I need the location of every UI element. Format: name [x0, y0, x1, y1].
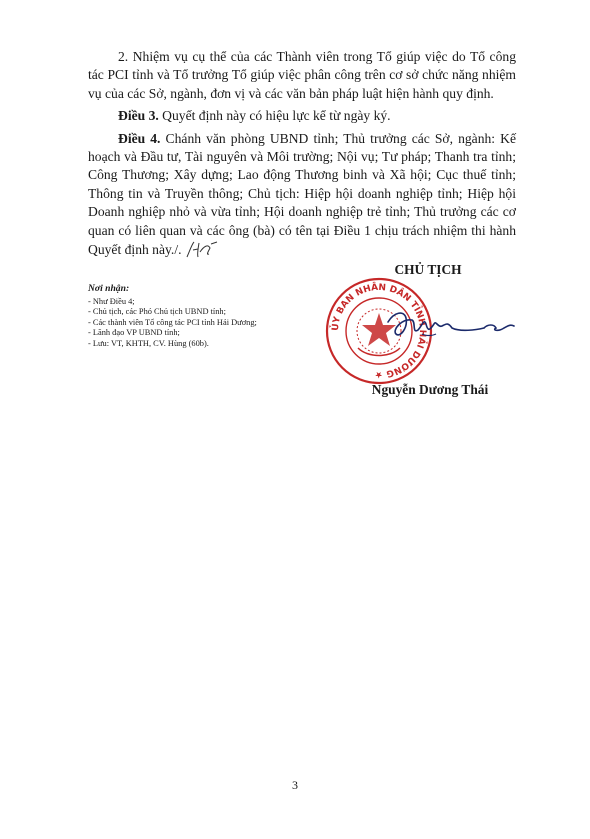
article-3-text: Quyết định này có hiệu lực kể từ ngày ký.	[158, 108, 391, 124]
recipient-item: - Lãnh đạo VP UBND tỉnh;	[88, 328, 180, 338]
recipient-item: - Các thành viên Tổ công tác PCI tỉnh Hải Dương;	[88, 317, 257, 327]
document-body	[88, 48, 516, 264]
recipients-heading: Nơi nhận:	[88, 283, 130, 294]
recipients-block	[88, 284, 328, 350]
page-number: 3	[292, 778, 298, 792]
recipient-item: - Chủ tịch, các Phó Chủ tịch UBND tỉnh;	[88, 307, 226, 317]
article-4-label: Điều 4.	[118, 130, 161, 146]
signer-title: CHỦ TỊCH	[394, 262, 462, 277]
article-3-label: Điều 3.	[118, 108, 159, 124]
article-4	[88, 130, 516, 260]
recipient-item: - Như Điều 4;	[88, 296, 135, 306]
initials-mark	[184, 240, 220, 260]
article-4-text: Chánh văn phòng UBND tỉnh; Thủ trưởng các Sở, ngành: Kế hoạch và Đầu tư, Tài nguyên và Môi trường; Nội vụ; Tư pháp; Thanh tra tỉnh; Công Thương; Xây dựng; Lao động Thương binh và Xã hội; Cục thuế tỉnh; Thông tin và Truyền thông; Chủ tịch: Hiệp hội doanh nghiệp tỉnh; Hiệp hội Doanh nghiệp nhỏ và vừa tỉnh; Hội doanh nghiệp trẻ tỉnh; Thủ trưởng các cơ quan có liên quan và các ông (bà) có tên tại Điều 1 chịu trách nhiệm thi hành Quyết định này./.	[88, 130, 517, 258]
signature-mark	[380, 304, 520, 350]
recipients-list	[88, 297, 328, 350]
seal-text: ỦY BAN NHÂN DÂN TỈNH HẢI DƯƠNG ★	[330, 282, 428, 380]
paragraph-2: 2. Nhiệm vụ cụ thể của các Thành viên trong Tổ giúp việc do Tổ công tác PCI tỉnh và Tổ trưởng Tổ giúp việc phân công trên cơ sở chức năng nhiệm vụ của các Sở, ngành, đơn vị và các văn bản pháp luật hiện hành quy định.	[88, 49, 516, 101]
recipient-item: - Lưu: VT, KHTH, CV. Hùng (60b).	[88, 338, 209, 348]
article-3	[88, 107, 516, 125]
signer-name: Nguyễn Dương Thái	[371, 382, 489, 397]
